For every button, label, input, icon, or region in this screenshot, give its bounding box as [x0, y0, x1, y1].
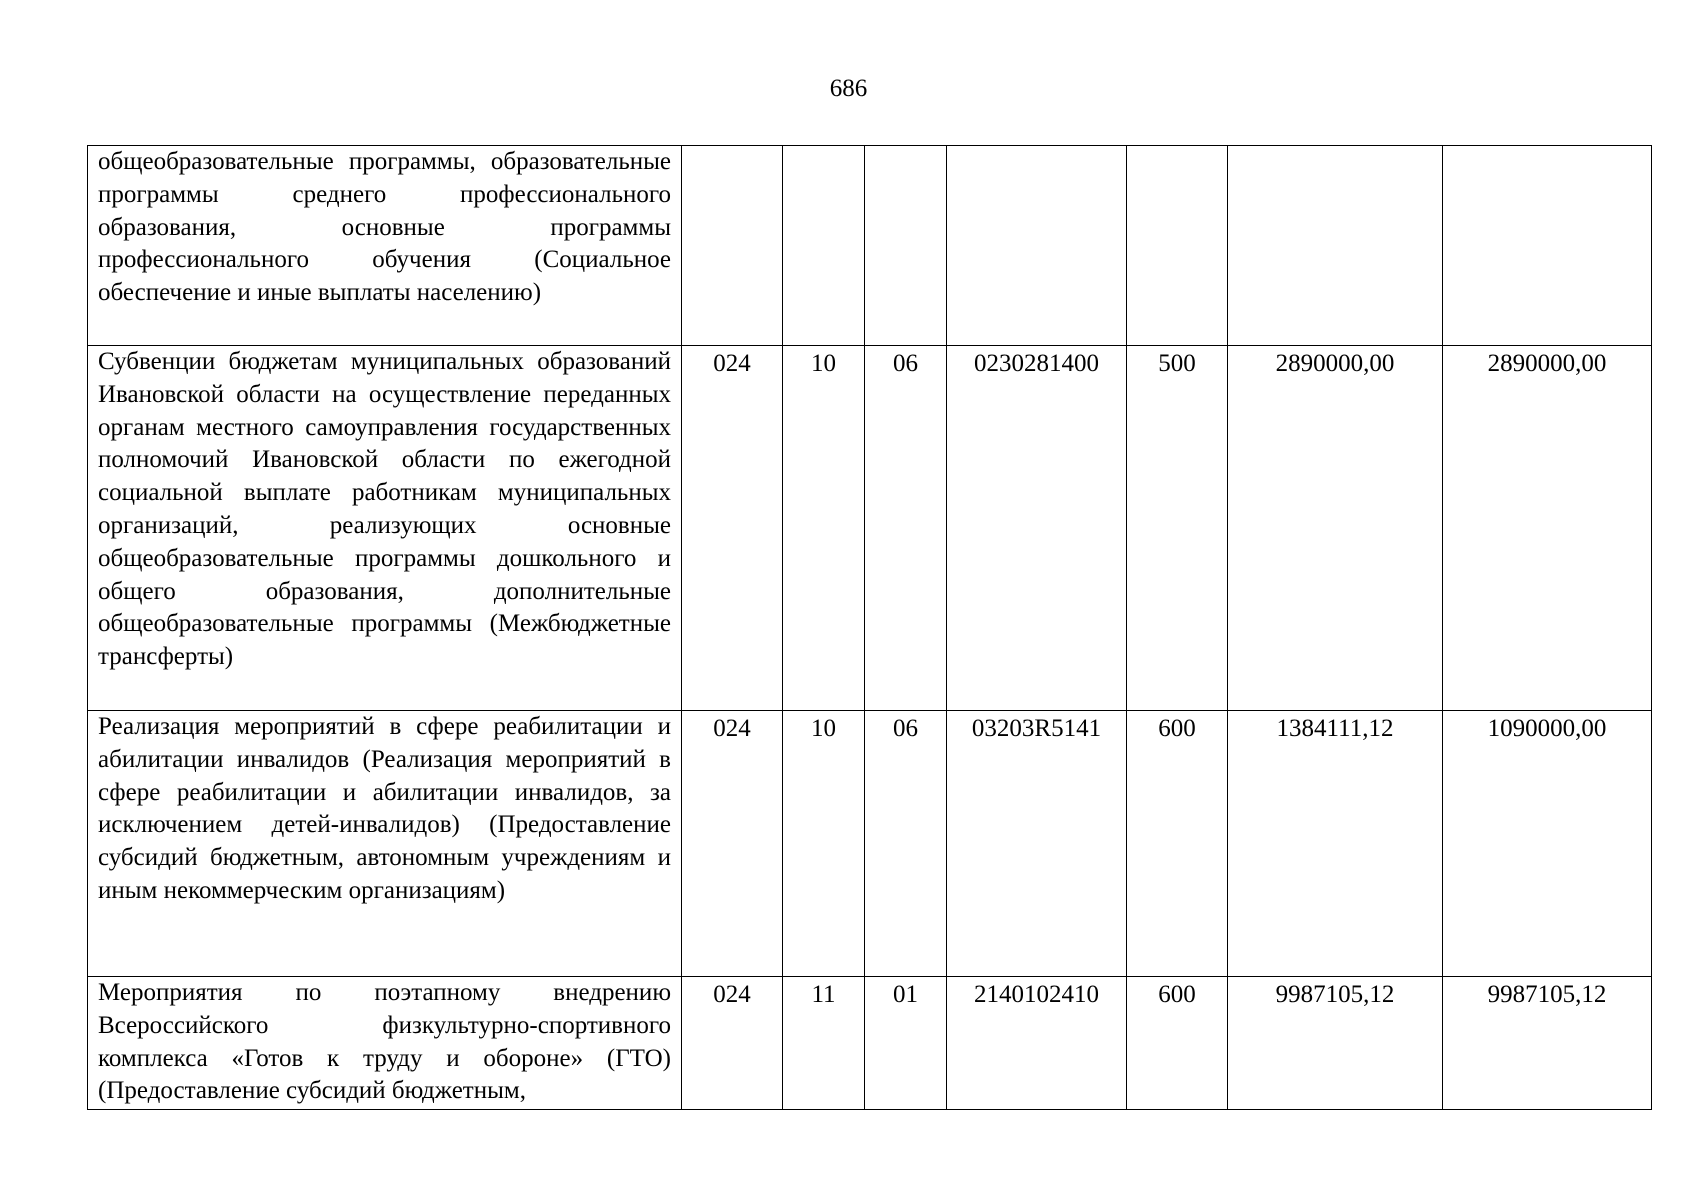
expense-type-code: 600	[1127, 977, 1228, 1110]
ministry-code: 024	[682, 711, 783, 977]
subsection-code: 06	[865, 346, 947, 711]
table-row	[88, 146, 1652, 346]
table-row	[88, 977, 1652, 1110]
section-code: 10	[783, 711, 865, 977]
page-number: 686	[829, 75, 868, 102]
subsection-code	[865, 146, 947, 346]
amount-second	[1443, 146, 1652, 346]
subsection-code: 06	[865, 711, 947, 977]
subsection-code: 01	[865, 977, 947, 1110]
target-article-code	[947, 146, 1127, 346]
amount-second: 9987105,12	[1443, 977, 1652, 1110]
section-code	[783, 146, 865, 346]
row-description: общеобразовательные программы, образовательные программы среднего профессионального образования, основные программы профессионального обучения (Социальное обеспечение и иные выплаты населению)	[88, 146, 682, 346]
amount-first	[1228, 146, 1443, 346]
expense-type-code	[1127, 146, 1228, 346]
expense-type-code: 600	[1127, 711, 1228, 977]
target-article-code: 03203R5141	[947, 711, 1127, 977]
target-article-code: 2140102410	[947, 977, 1127, 1110]
amount-first: 9987105,12	[1228, 977, 1443, 1110]
amount-second: 2890000,00	[1443, 346, 1652, 711]
table-row	[88, 346, 1652, 711]
target-article-code: 0230281400	[947, 346, 1127, 711]
amount-first: 2890000,00	[1228, 346, 1443, 711]
ministry-code	[682, 146, 783, 346]
ministry-code: 024	[682, 977, 783, 1110]
budget-table	[87, 145, 1652, 1110]
section-code: 11	[783, 977, 865, 1110]
table-row	[88, 711, 1652, 977]
row-description: Мероприятия по поэтапному внедрению Всероссийского физкультурно-спортивного комплекса «Готов к труду и обороне» (ГТО) (Предоставление субсидий бюджетным,	[88, 977, 682, 1110]
amount-first: 1384111,12	[1228, 711, 1443, 977]
row-description: Реализация мероприятий в сфере реабилитации и абилитации инвалидов (Реализация мероприятий в сфере реабилитации и абилитации инвалидов, за исключением детей-инвалидов) (Предоставление субсидий бюджетным, автономным учреждениям и иным некоммерческим организациям)	[88, 711, 682, 977]
ministry-code: 024	[682, 346, 783, 711]
row-description: Субвенции бюджетам муниципальных образований Ивановской области на осуществление переданных органам местного самоуправления государственных полномочий Ивановской области по ежегодной социальной выплате работникам муниципальных организаций, реализующих основные общеобразовательные программы дошкольного и общего образования, дополнительные общеобразовательные программы (Межбюджетные трансферты)	[88, 346, 682, 711]
amount-second: 1090000,00	[1443, 711, 1652, 977]
section-code: 10	[783, 346, 865, 711]
expense-type-code: 500	[1127, 346, 1228, 711]
